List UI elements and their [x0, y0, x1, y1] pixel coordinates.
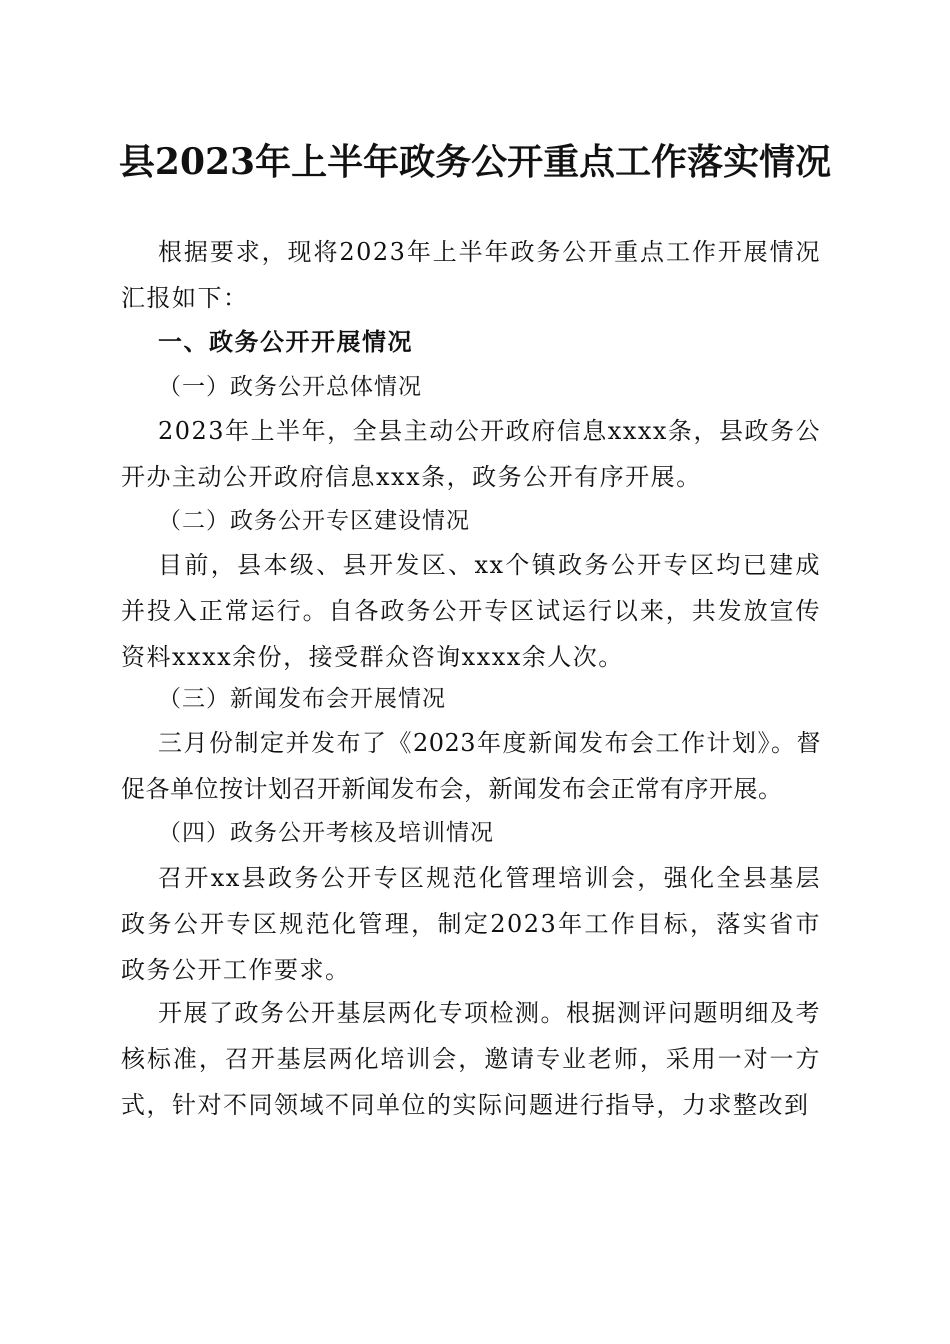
- intro-paragraph: 根据要求，现将2023年上半年政务公开重点工作开展情况汇报如下：: [121, 238, 821, 312]
- subsection-1-paragraph: 2023年上半年，全县主动公开政府信息xxxx条，县政务公开办主动公开政府信息xxx条，政务公开有序开展。: [121, 417, 821, 491]
- section-1-heading: 一、政务公开开展情况: [158, 328, 413, 356]
- subsection-4-paragraph-2: 开展了政务公开基层两化专项检测。根据测评问题明细及考核标准，召开基层两化培训会，邀请专业老师，采用一对一方式，针对不同领域不同单位的实际问题进行指导，力求整改到: [121, 999, 821, 1119]
- subsection-4-heading: （四）政务公开考核及培训情况: [158, 820, 494, 846]
- subsection-3-paragraph: 三月份制定并发布了《2023年度新闻发布会工作计划》。督促各单位按计划召开新闻发布会，新闻发布会正常有序开展。: [121, 729, 821, 803]
- document-title: 县2023年上半年政务公开重点工作落实情况: [118, 141, 832, 183]
- subsection-2-heading: （二）政务公开专区建设情况: [158, 508, 470, 534]
- subsection-4-paragraph-1: 召开xx县政务公开专区规范化管理培训会，强化全县基层政务公开专区规范化管理，制定2023年工作目标，落实省市政务公开工作要求。: [121, 864, 821, 984]
- subsection-2-paragraph: 目前，县本级、县开发区、xx个镇政务公开专区均已建成并投入正常运行。自各政务公开专区试运行以来，共发放宣传资料xxxx余份，接受群众咨询xxxx余人次。: [121, 551, 821, 671]
- subsection-1-heading: （一）政务公开总体情况: [158, 374, 422, 400]
- subsection-3-heading: （三）新闻发布会开展情况: [158, 686, 446, 712]
